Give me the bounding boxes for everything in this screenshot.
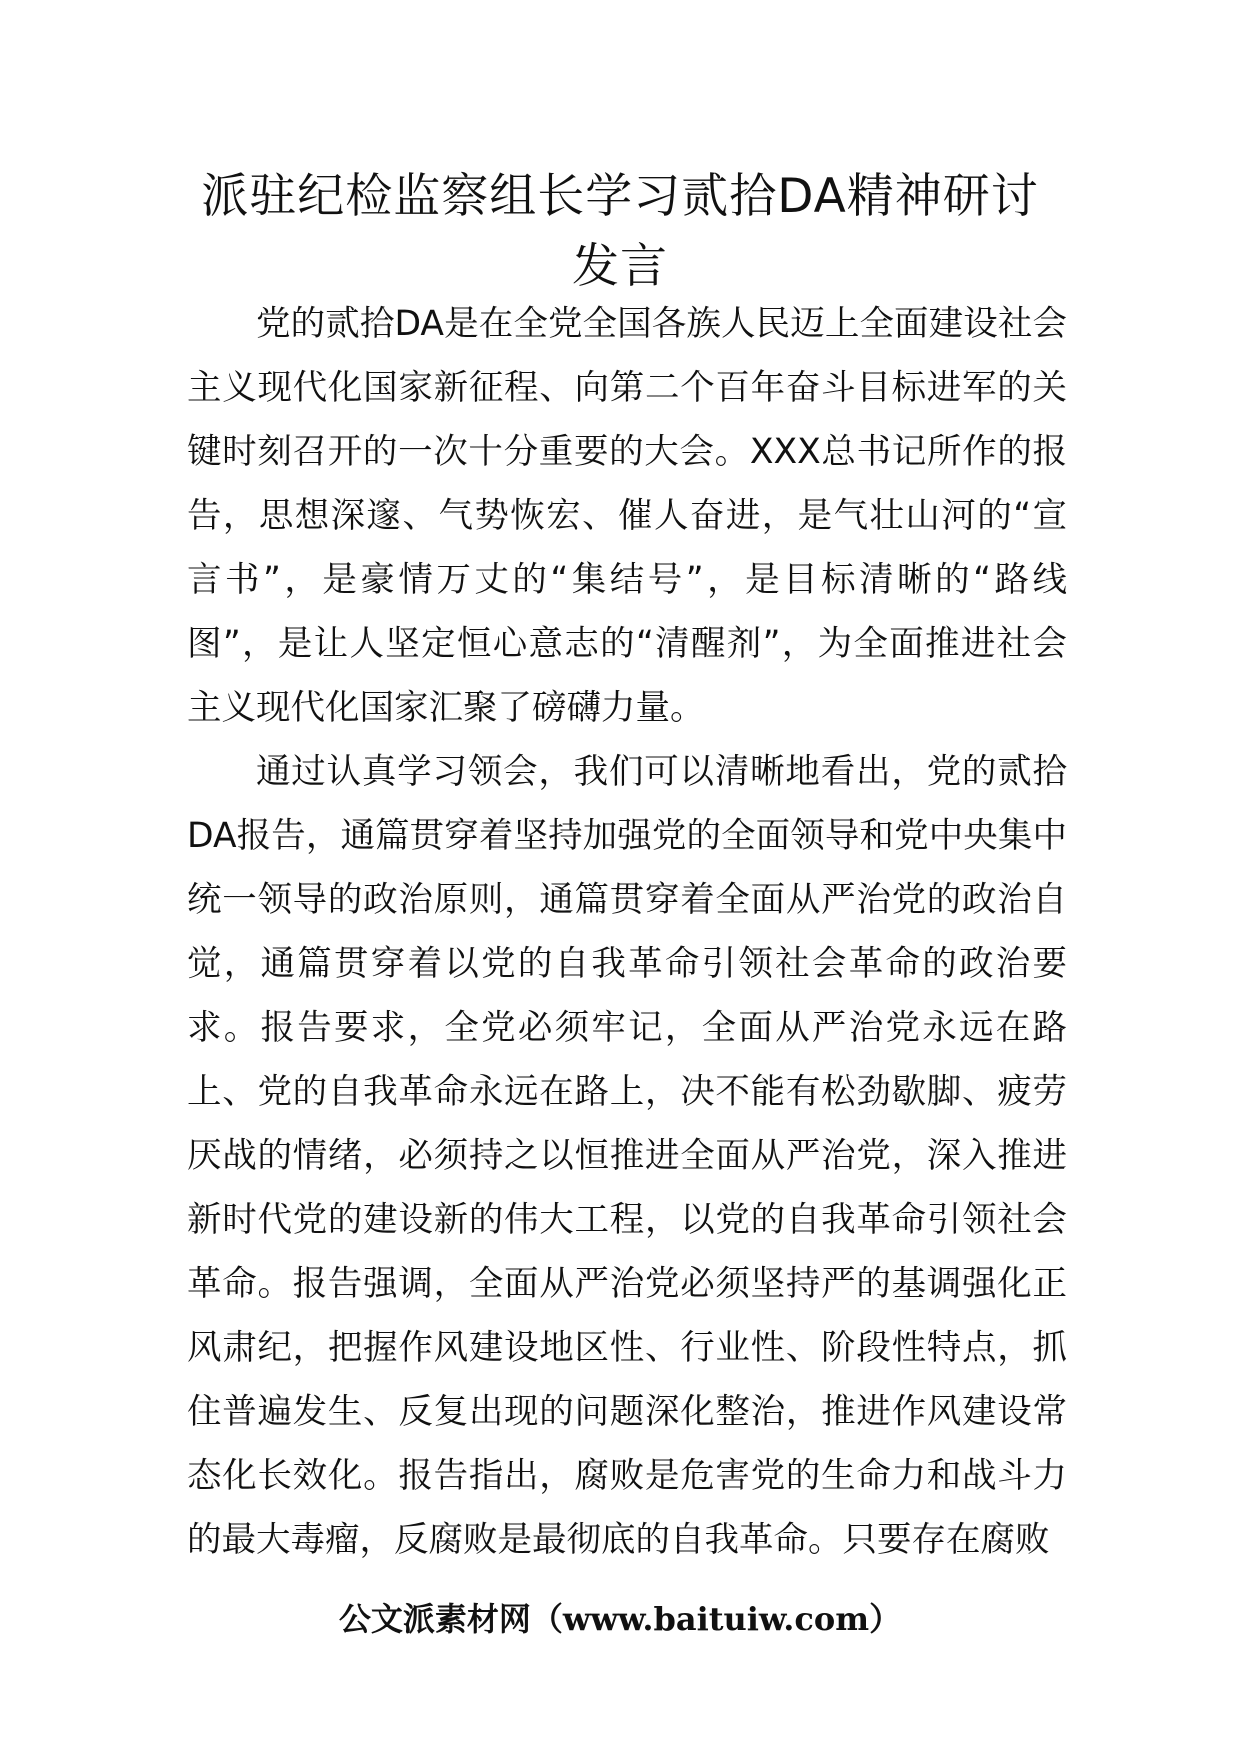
document-body bbox=[187, 292, 1067, 1572]
paragraph-2: 通过认真学习领会，我们可以清晰地看出，党的贰拾DA报告，通篇贯穿着坚持加强党的全面领导和党中央集中统一领导的政治原则，通篇贯穿着全面从严治党的政治自觉，通篇贯穿着以党的自我革命引领社会革命的政治要求。报告要求，全党必须牢记，全面从严治党永远在路上、党的自我革命永远在路上，决不能有松劲歇脚、疲劳厌战的情绪，必须持之以恒推进全面从严治党，深入推进新时代党的建设新的伟大工程，以党的自我革命引领社会革命。报告强调，全面从严治党必须坚持严的基调强化正风肃纪，把握作风建设地区性、行业性、阶段性特点，抓住普遍发生、反复出现的问题深化整治，推进作风建设常态化长效化。报告指出，腐败是危害党的生命力和战斗力的最大毒瘤，反腐败是最彻底的自我革命。只要存在腐败 bbox=[187, 752, 1067, 1560]
footer-watermark: 公文派素材网（www.baituiw.com） bbox=[338, 1600, 902, 1638]
paragraph-1: 党的贰拾DA是在全党全国各族人民迈上全面建设社会主义现代化国家新征程、向第二个百年奋斗目标进军的关键时刻召开的一次十分重要的大会。XXX总书记所作的报告，思想深邃、气势恢宏、催人奋进，是气壮山河的“宣言书”，是豪情万丈的“集结号”，是目标清晰的“路线图”，是让人坚定恒心意志的“清醒剂”，为全面推进社会主义现代化国家汇聚了磅礴力量。 bbox=[187, 304, 1067, 728]
document-title-line-2: 发言 bbox=[572, 239, 668, 294]
document-title-line-1: 派驻纪检监察组长学习贰拾DA精神研讨 bbox=[201, 169, 1039, 224]
